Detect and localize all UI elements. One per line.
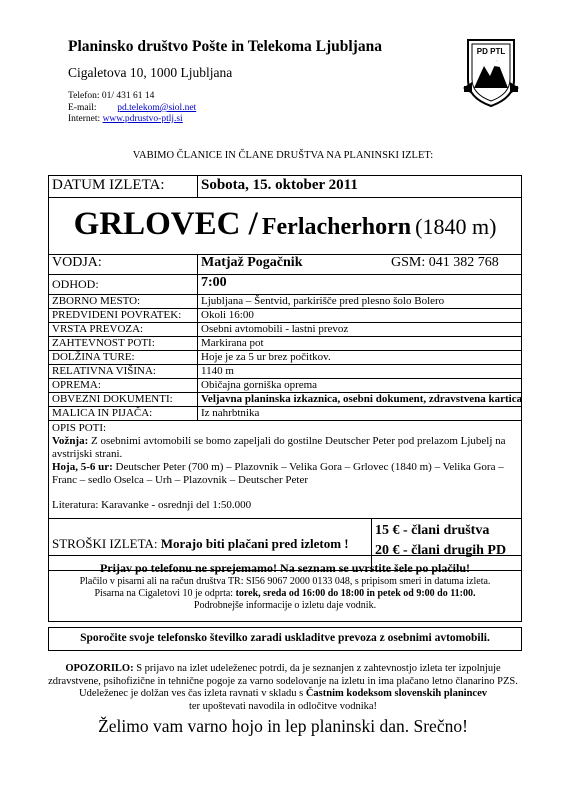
internet-label: Internet: (68, 114, 101, 124)
email-link[interactable]: pd.telekom@siol.net (117, 103, 197, 113)
leader-row (49, 255, 521, 275)
detail-row (49, 379, 521, 393)
phone-notice: Sporočite svoje telefonsko številko zaradi uskladitve prevoza z osebnimi avtomobili. (80, 632, 490, 644)
detail-label: MALICA IN PIJAČA: (52, 407, 153, 419)
detail-row (49, 351, 521, 365)
signup-headline: Prijav po telefonu ne sprejemamo! Na seznam se uvrstite šele po plačilu! (99, 561, 471, 575)
costs-text (52, 536, 349, 552)
warning-code: Častnim kodeksom slovenskih planincev (305, 688, 487, 699)
trip-date: Sobota, 15. oktober 2011 (201, 177, 358, 193)
hike-text: Deutscher Peter (700 m) – Plazovnik – Velika Gora – Grlovec (1840 m) – Velika Gora – Franc – sedlo Oselca – Urh – Plazovnik – Deutscher Peter (52, 461, 504, 486)
email-label: E-mail: (68, 103, 97, 113)
phone-notice-box (48, 627, 522, 651)
warning-line2: zdravstvene, psihofizične in tehnične pogoje za varno sodelovanje na izletu in ima plačano letno članarino PZS. (48, 675, 518, 687)
route-literature: Literatura: Karavanke - osrednji del 1:50.000 (52, 499, 252, 511)
leader-gsm: GSM: 041 382 768 (391, 255, 499, 270)
detail-label: DOLŽINA TURE: (52, 351, 135, 363)
trip-table (48, 175, 522, 571)
drive-label: Vožnja: (52, 435, 89, 447)
detail-row (49, 323, 521, 337)
warning-label: OPOZORILO: (65, 663, 134, 674)
org-phone: Telefon: 01/ 431 61 14 (68, 91, 155, 101)
drive-text: Z osebnimi avtomobili se bomo zapeljali do gostilne Deutscher Peter pod prelazom Ljubelj na avstrijski strani. (52, 435, 506, 460)
office-label: Pisarna na Cigaletovi 10 je odprta: (94, 588, 234, 599)
signup-office (49, 588, 521, 600)
title-row (49, 198, 521, 255)
warning-text3: Udeleženec je dolžan ves čas izleta ravnati v skladu s (79, 688, 304, 699)
signup-info: Podrobnejše informacije o izletu daje vodnik. (193, 600, 377, 611)
route-hike (52, 461, 518, 487)
leader-name: Matjaž Pogačnik (201, 255, 303, 270)
detail-row (49, 295, 521, 309)
detail-value: Markirana pot (201, 337, 264, 349)
org-email-line (68, 103, 196, 113)
detail-value: Hoje je za 5 ur brez počitkov. (201, 351, 331, 363)
detail-label: PREDVIDENI POVRATEK: (52, 309, 182, 321)
cost-members: 15 € - člani društva (375, 523, 490, 538)
detail-row (49, 365, 521, 379)
signup-box (48, 555, 522, 622)
detail-label: ZAHTEVNOST POTI: (52, 337, 155, 349)
detail-label: ZBORNO MESTO: (52, 295, 141, 307)
departure-time: 7:00 (201, 275, 227, 290)
closing-greeting: Želimo vam varno hojo in lep planinski dan. Srečno! (98, 716, 468, 736)
detail-value: Običajna gorniška oprema (201, 379, 318, 391)
warning-text1: S prijavo na izlet udeleženec potrdi, da je seznanjen z zahtevnostjo izleta ter izpolnjuje (136, 663, 501, 674)
title-second: Ferlacherhorn (261, 214, 412, 240)
detail-value: Ljubljana – Šentvid, parkirišče pred plesno šolo Bolero (201, 295, 445, 307)
detail-label: OPREMA: (52, 379, 101, 391)
warning-block (30, 663, 536, 713)
detail-value: Okoli 16:00 (201, 309, 254, 321)
detail-label: VRSTA PREVOZA: (52, 323, 144, 335)
costs-note: Morajo biti plačani pred izletom ! (160, 536, 349, 551)
title-height: (1840 m) (415, 214, 497, 239)
detail-row (49, 309, 521, 323)
detail-value: 1140 m (201, 365, 234, 377)
trip-title (49, 206, 521, 243)
date-row (49, 176, 521, 198)
detail-value: Iz nahrbtnika (201, 407, 260, 419)
route-row (49, 421, 521, 519)
club-logo-icon (460, 30, 522, 108)
invite-line: VABIMO ČLANICE IN ČLANE DRUŠTVA NA PLANINSKI IZLET: (132, 150, 434, 161)
office-hours: torek, sreda od 16:00 do 18:00 in petek od 9:00 do 11:00. (235, 588, 476, 599)
logo-text: PD PTL (476, 47, 506, 56)
date-label: DATUM IZLETA: (52, 177, 165, 193)
warning-line4: ter upoštevati navodila in odločitve vodnika! (188, 700, 378, 712)
costs-label: STROŠKI IZLETA: (52, 536, 158, 551)
detail-row (49, 407, 521, 421)
detail-value: Veljavna planinska izkaznica, osebni dokument, zdravstvena kartica (201, 393, 523, 405)
route-drive (52, 435, 518, 461)
detail-value: Osebni avtomobili - lastni prevoz (201, 323, 349, 335)
detail-row (49, 337, 521, 351)
signup-payment: Plačilo v pisarni ali na račun društva TR: SI56 9067 2000 0133 048, s pripisom smeri in datuma izleta. (79, 576, 491, 587)
route-label: OPIS POTI: (52, 422, 107, 434)
org-address: Cigaletova 10, 1000 Ljubljana (68, 65, 233, 80)
detail-label: OBVEZNI DOKUMENTI: (52, 393, 173, 405)
org-name: Planinsko društvo Pošte in Telekoma Ljubljana (68, 38, 382, 55)
leader-label: VODJA: (52, 255, 102, 270)
hike-label: Hoja, 5-6 ur: (52, 461, 113, 473)
org-internet-line (68, 114, 183, 124)
warning-line3 (30, 688, 536, 701)
internet-link[interactable]: www.pdrustvo-ptlj.si (102, 114, 183, 124)
departure-row (49, 275, 521, 295)
detail-row (49, 393, 521, 407)
detail-label: RELATIVNA VIŠINA: (52, 365, 156, 377)
title-main: GRLOVEC / (73, 206, 258, 242)
warning-line1 (30, 663, 536, 676)
departure-label: ODHOD: (52, 277, 99, 291)
cost-others: 20 € - člani drugih PD (375, 543, 507, 558)
